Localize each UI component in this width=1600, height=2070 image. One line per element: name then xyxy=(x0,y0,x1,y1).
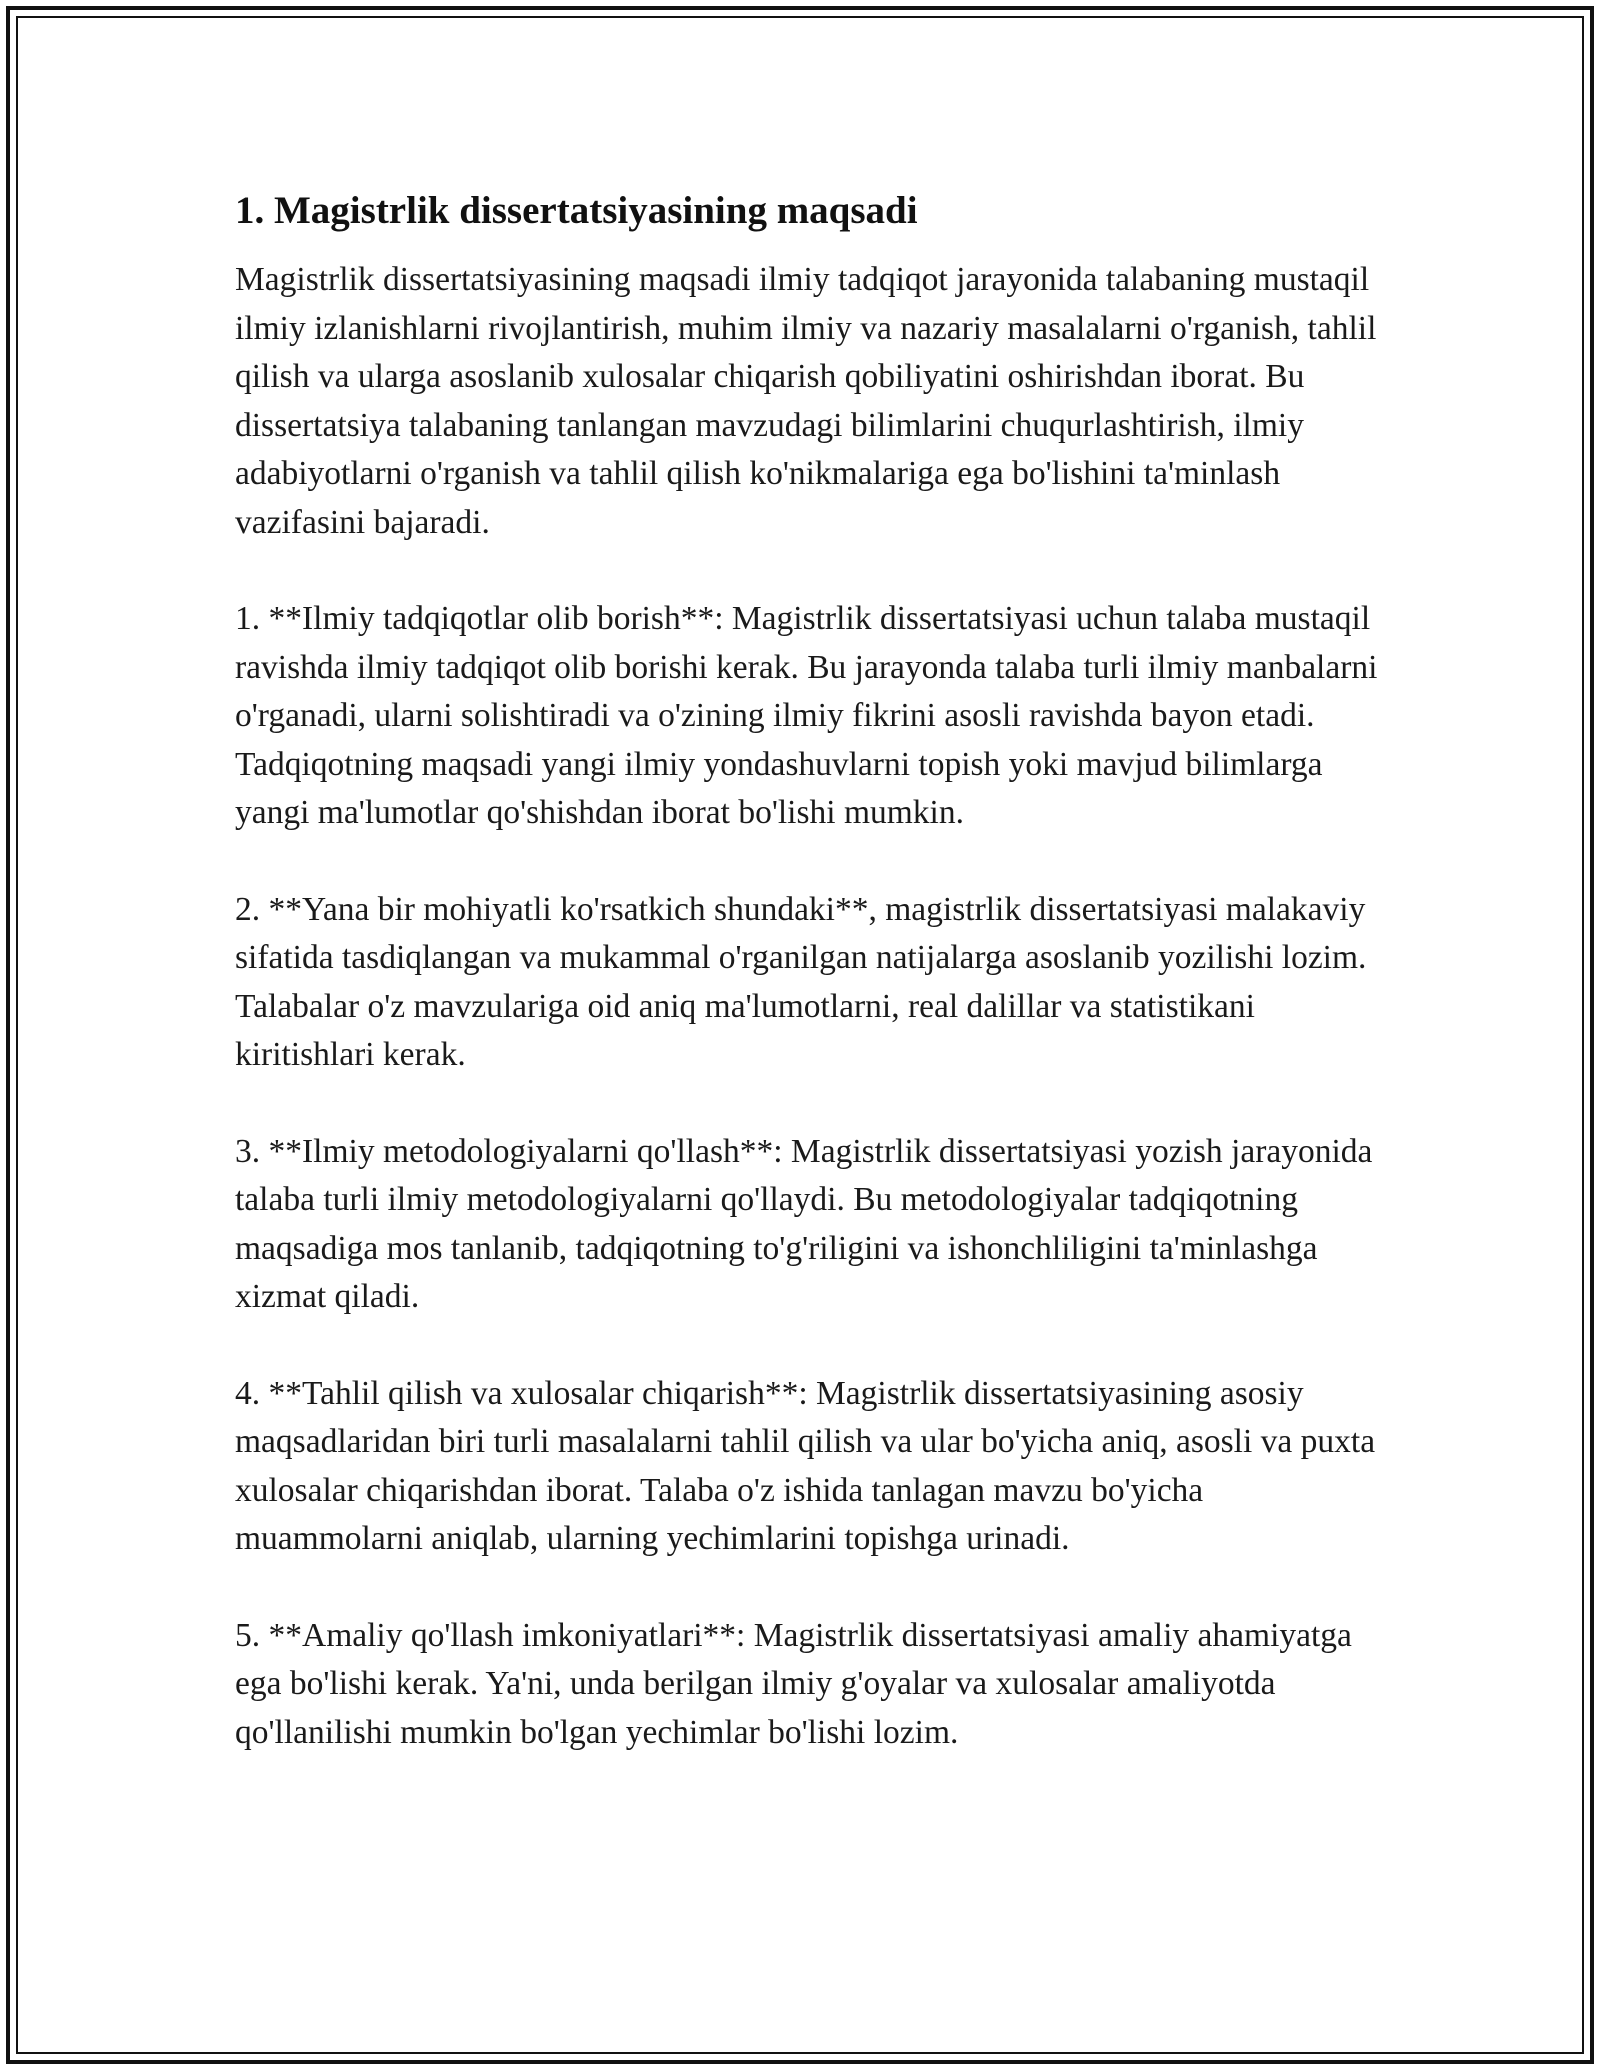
section-title: 1. Magistrlik dissertatsiyasining maqsadi xyxy=(235,189,918,232)
intro-paragraph: Magistrlik dissertatsiyasining maqsadi ilmiy tadqiqot jarayonida talabaning mustaqil ilmiy izlanishlarni rivojlantirish, muhim ilmiy va nazariy masalalarni o'rganish, tahlil qilish va ularga asoslanib xulosalar chiqarish qobiliyatini oshirishdan iborat. Bu dissertatsiya talabaning tanlangan mavzudagi bilimlarini chuqurlashtirish, ilmiy adabiyotlarni o'rganish va tahlil qilish ko'nikmalariga ega bo'lishini ta'minlash vazifasini bajaradi. xyxy=(235,261,1377,541)
list-item-2-paragraph: 2. **Yana bir mohiyatli ko'rsatkich shundaki**, magistrlik dissertatsiyasi malakaviy sifatida tasdiqlangan va mukammal o'rganilgan natijalarga asoslanib yozilishi lozim. Talabalar o'z mavzulariga oid aniq ma'lumotlarni, real dalillar va statistikani kiritishlari kerak. xyxy=(235,890,1367,1073)
list-item-3-paragraph: 3. **Ilmiy metodologiyalarni qo'llash**: Magistrlik dissertatsiyasi yozish jarayonida talaba turli ilmiy metodologiyalarni qo'llaydi. Bu metodologiyalar tadqiqotning maqsadiga mos tanlanib, tadqiqotning to'g'riligini va ishonchliligini ta'minlashga xizmat qiladi. xyxy=(235,1132,1373,1315)
document-body xyxy=(235,186,1380,1805)
list-item-4-paragraph: 4. **Tahlil qilish va xulosalar chiqarish**: Magistrlik dissertatsiyasining asosiy maqsadlaridan biri turli masalalarni tahlil qilish va ular bo'yicha aniq, asosli va puxta xulosalar chiqarishdan iborat. Talaba o'z ishida tanlagan mavzu bo'yicha muammolarni aniqlab, ularning yechimlarini topishga urinadi. xyxy=(235,1374,1376,1557)
list-item-5-paragraph: 5. **Amaliy qo'llash imkoniyatlari**: Magistrlik dissertatsiyasi amaliy ahamiyatga ega bo'lishi kerak. Ya'ni, unda berilgan ilmiy g'oyalar va xulosalar amaliyotda qo'llanilishi mumkin bo'lgan yechimlar bo'lishi lozim. xyxy=(235,1616,1352,1751)
list-item-1-paragraph: 1. **Ilmiy tadqiqotlar olib borish**: Magistrlik dissertatsiyasi uchun talaba mustaqil ravishda ilmiy tadqiqot olib borishi kerak. Bu jarayonda talaba turli ilmiy manbalarni o'rganadi, ularni solishtiradi va o'zining ilmiy fikrini asosli ravishda bayon etadi. Tadqiqotning maqsadi yangi ilmiy yondashuvlarni topish yoki mavjud bilimlarga yangi ma'lumotlar qo'shishdan iborat bo'lishi mumkin. xyxy=(235,600,1378,831)
